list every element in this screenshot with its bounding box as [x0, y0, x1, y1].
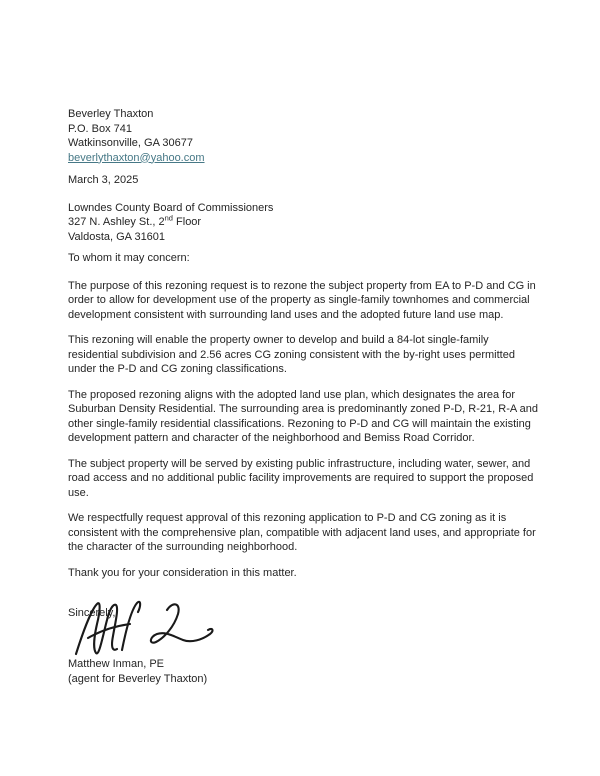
recipient-address-ordinal: nd — [164, 213, 173, 223]
sender-name: Beverley Thaxton — [68, 108, 154, 120]
sender-email-link[interactable]: beverlythaxton@yahoo.com — [68, 151, 205, 164]
closing-area — [68, 606, 538, 657]
sender-address-line2: Watkinsonville, GA 30677 — [68, 137, 193, 149]
recipient-address-line1-suffix: Floor — [172, 216, 202, 228]
paragraph-approval-request: We respectfully request approval of this rezoning application to P-D and CG zoning as it is consistent with the comprehensive plan, compatible with adjacent land uses, and appropriate for the character of the surrounding neighborhood. — [68, 512, 536, 553]
recipient-address-line2: Valdosta, GA 31601 — [68, 230, 166, 243]
signature-name: Matthew Inman, PE — [68, 658, 164, 670]
signature-name-block — [68, 657, 538, 686]
paragraph-infrastructure: The subject property will be served by existing public infrastructure, including water, sewer, and road access and no additional public facility improvements are required to support the proposed use. — [68, 457, 534, 499]
paragraph-land-use-plan: The proposed rezoning aligns with the adopted land use plan, which designates the area for Suburban Density Residential. The surrounding area is predominantly zoned P-D, R-21, R-A and other single-family residential classifications. Rezoning to P-D and CG will maintain the existing development pattern and character of the neighborhood and Bemiss Road Corridor. — [68, 388, 538, 444]
letter-content — [68, 107, 538, 686]
letter-date: March 3, 2025 — [68, 174, 139, 186]
salutation: To whom it may concern: — [68, 252, 190, 264]
recipient-address-line1-prefix: 327 N. Ashley St., 2 — [68, 216, 165, 228]
paragraph-rezoning-enable: This rezoning will enable the property owner to develop and build a 84-lot single-family residential subdivision and 2.56 acres CG zoning consistent with the by-right uses permitted under the P-D and CG zoning classifications. — [68, 334, 515, 375]
paragraph-thank-you: Thank you for your consideration in this matter. — [68, 566, 297, 579]
recipient-name: Lowndes County Board of Commissioners — [68, 201, 274, 214]
recipient-address-block — [68, 201, 538, 245]
closing-word: Sincerely, — [68, 607, 116, 619]
recipient-address-line1 — [68, 215, 538, 230]
signature-title: (agent for Beverley Thaxton) — [68, 672, 208, 685]
sender-address-block — [68, 107, 538, 165]
sender-address-line1: P.O. Box 741 — [68, 122, 133, 135]
sender-email-line — [68, 151, 538, 166]
paragraph-purpose: The purpose of this rezoning request is to rezone the subject property from EA to P-D and CG in order to allow for development use of the property as single-family townhomes and commercial development consistent with surrounding land uses and the adopted future land use map. — [68, 279, 536, 321]
